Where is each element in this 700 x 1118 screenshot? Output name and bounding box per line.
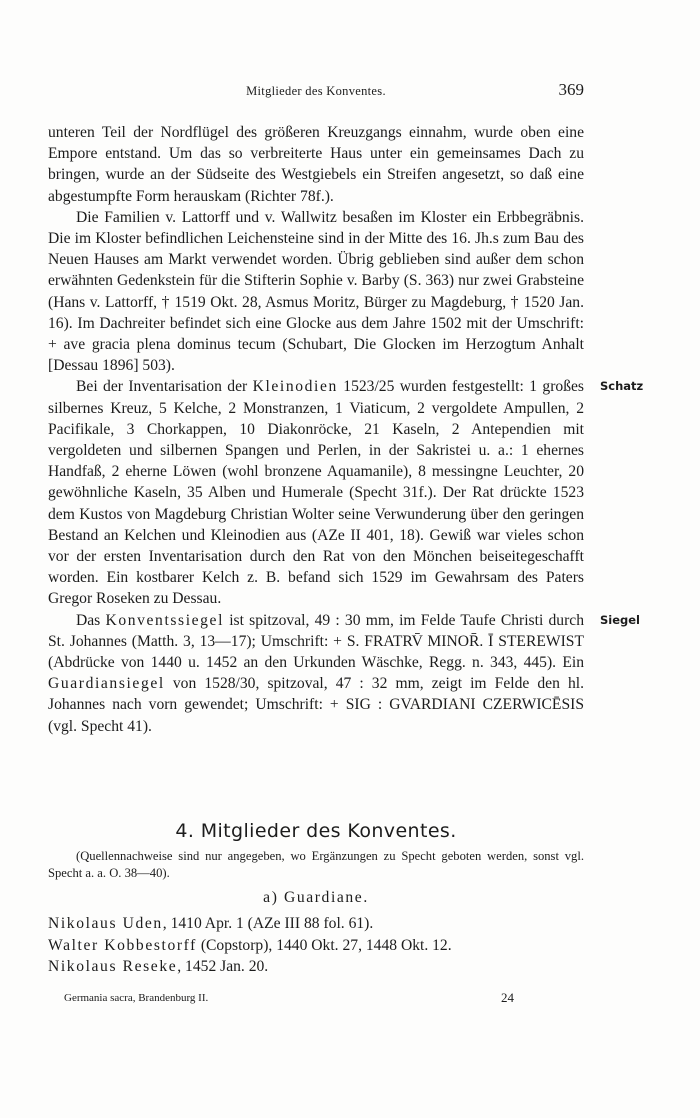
guardian-details: (Copstorp), 1440 Okt. 27, 1448 Okt. 12.: [196, 936, 452, 954]
section-mitglieder: [48, 820, 584, 978]
subheading-guardiane: a) Guardiane.: [263, 889, 369, 906]
guardiansiegel-term: Guardiansiegel: [48, 675, 165, 693]
guardian-name: Nikolaus Reseke: [48, 958, 178, 975]
running-header: [48, 82, 584, 102]
guardian-name: Walter Kobbestorff: [48, 936, 197, 954]
konventssiegel-term: Konventssiegel: [105, 611, 225, 629]
siegel-text: ist spitzoval, 49 : 30 mm, im Felde Taufe Christi durch St. Johannes (Matth. 3, 13—17); Umschrift: + S. FRATRV̄ MINOR̄. Ī STEREWIST (Abdrücke von 1440 u. 1452 an den Urkunden Wäschke, Regg. n. 343, 445). Ein: [48, 611, 584, 672]
kleinodien-intro: Bei der Inventarisation der: [76, 378, 253, 396]
siegel-text-end: von 1528/30, spitzoval, 47 : 32 mm, zeigt im Felde den hl. Johannes nach vorn gewendet; Umschrift: + SIG : GVARDIANI CZERWICĒSIS (vgl. Specht 41).: [48, 675, 584, 735]
guardian-list: [48, 913, 584, 978]
margin-note-schatz: Schatz: [600, 379, 644, 394]
list-item: [48, 913, 584, 935]
list-item: [48, 935, 584, 957]
source-note: (Quellennachweise sind nur angegeben, wo Ergänzungen zu Specht geboten werden, sonst vgl. Specht a. a. O. 38—40).: [48, 849, 584, 880]
paragraph-nordfluegel: unteren Teil der Nordflügel des größeren Kreuzgangs einnahm, wurde oben eine Empore entstand. Um das so verbreiterte Haus unter ein gemeinsames Dach zu bringen, wurde an der Südseite des Westgiebels ein Streifen angesetzt, so daß eine abgestumpfte Form herauskam (Richter 78f.).: [48, 124, 584, 205]
paragraph-familien: Die Familien v. Lattorff und v. Wallwitz besaßen im Kloster ein Erbbegräbnis. Die im Kloster befindlichen Leichensteine sind in der Mitte des 16. Jh.s zum Bau des Neuen Hauses am Markt verwendet worden. Übrig geblieben sind außer dem schon erwähnten Gedenkstein für die Stifterin Sophie v. Barby (S. 363) nur zwei Grabsteine (Hans v. Lattorff, † 1519 Okt. 28, Asmus Moritz, Bürger zu Magdeburg, † 1520 Jan. 16). Im Dachreiter befindet sich eine Glocke aus dem Jahre 1502 mit der Umschrift: + ave gracia plena dominus tecum (Schubart, Die Glocken im Herzogtum Anhalt [Dessau 1896] 503).: [48, 208, 584, 375]
footer-series: Germania sacra, Brandenburg II.: [64, 992, 209, 1004]
list-item: [48, 956, 584, 978]
siegel-intro: Das: [76, 611, 106, 629]
guardian-details: , 1452 Jan. 20.: [177, 958, 269, 975]
paragraph-siegel: [48, 610, 640, 737]
paragraph-kleinodien: [48, 376, 644, 609]
page-footer: [64, 992, 514, 1008]
body-text: [48, 122, 644, 737]
page-number: 369: [558, 80, 584, 99]
kleinodien-text: 1523/25 wurden festgestellt: 1 großes silbernes Kreuz, 5 Kelche, 2 Monstranzen, 1 Viaticum, 2 vergoldete Ampullen, 2 Pacifikale, 3 Chorkappen, 10 Diakonröcke, 21 Kaseln, 2 Antependien mit vergoldeten und silbernen Spangen und Perlen, in der Sakristei u. a.: 1 ehernes Handfaß, 2 eherne Löwen (wohl bronzene Aquamanile), 8 messingne Leuchter, 20 gewöhnliche Kaseln, 35 Alben und Humerale (Specht 31f.). Der Rat drückte 1523 dem Kustos von Magdeburg Christian Wolter seine Verwunderung über den geringen Bestand an Kelchen und Kleinodien aus (AZe II 401, 18). Gewiß war vieles schon vor der ersten Inventarisation durch den Rat von den Mönchen beiseitegeschafft worden. Ein kostbarer Kelch z. B. befand sich 1529 im Gewahrsam des Paters Gregor Roseken zu Dessau.: [48, 378, 584, 608]
section-title: 4. Mitglieder des Konventes.: [175, 820, 457, 842]
running-title: Mitglieder des Konventes.: [246, 84, 386, 98]
signature-mark: 24: [501, 990, 514, 1005]
kleinodien-term: Kleinodien: [252, 378, 338, 396]
guardian-details: , 1410 Apr. 1 (AZe III 88 fol. 61).: [162, 915, 374, 932]
guardian-name: Nikolaus Uden: [48, 915, 163, 932]
margin-note-siegel: Siegel: [600, 612, 640, 627]
